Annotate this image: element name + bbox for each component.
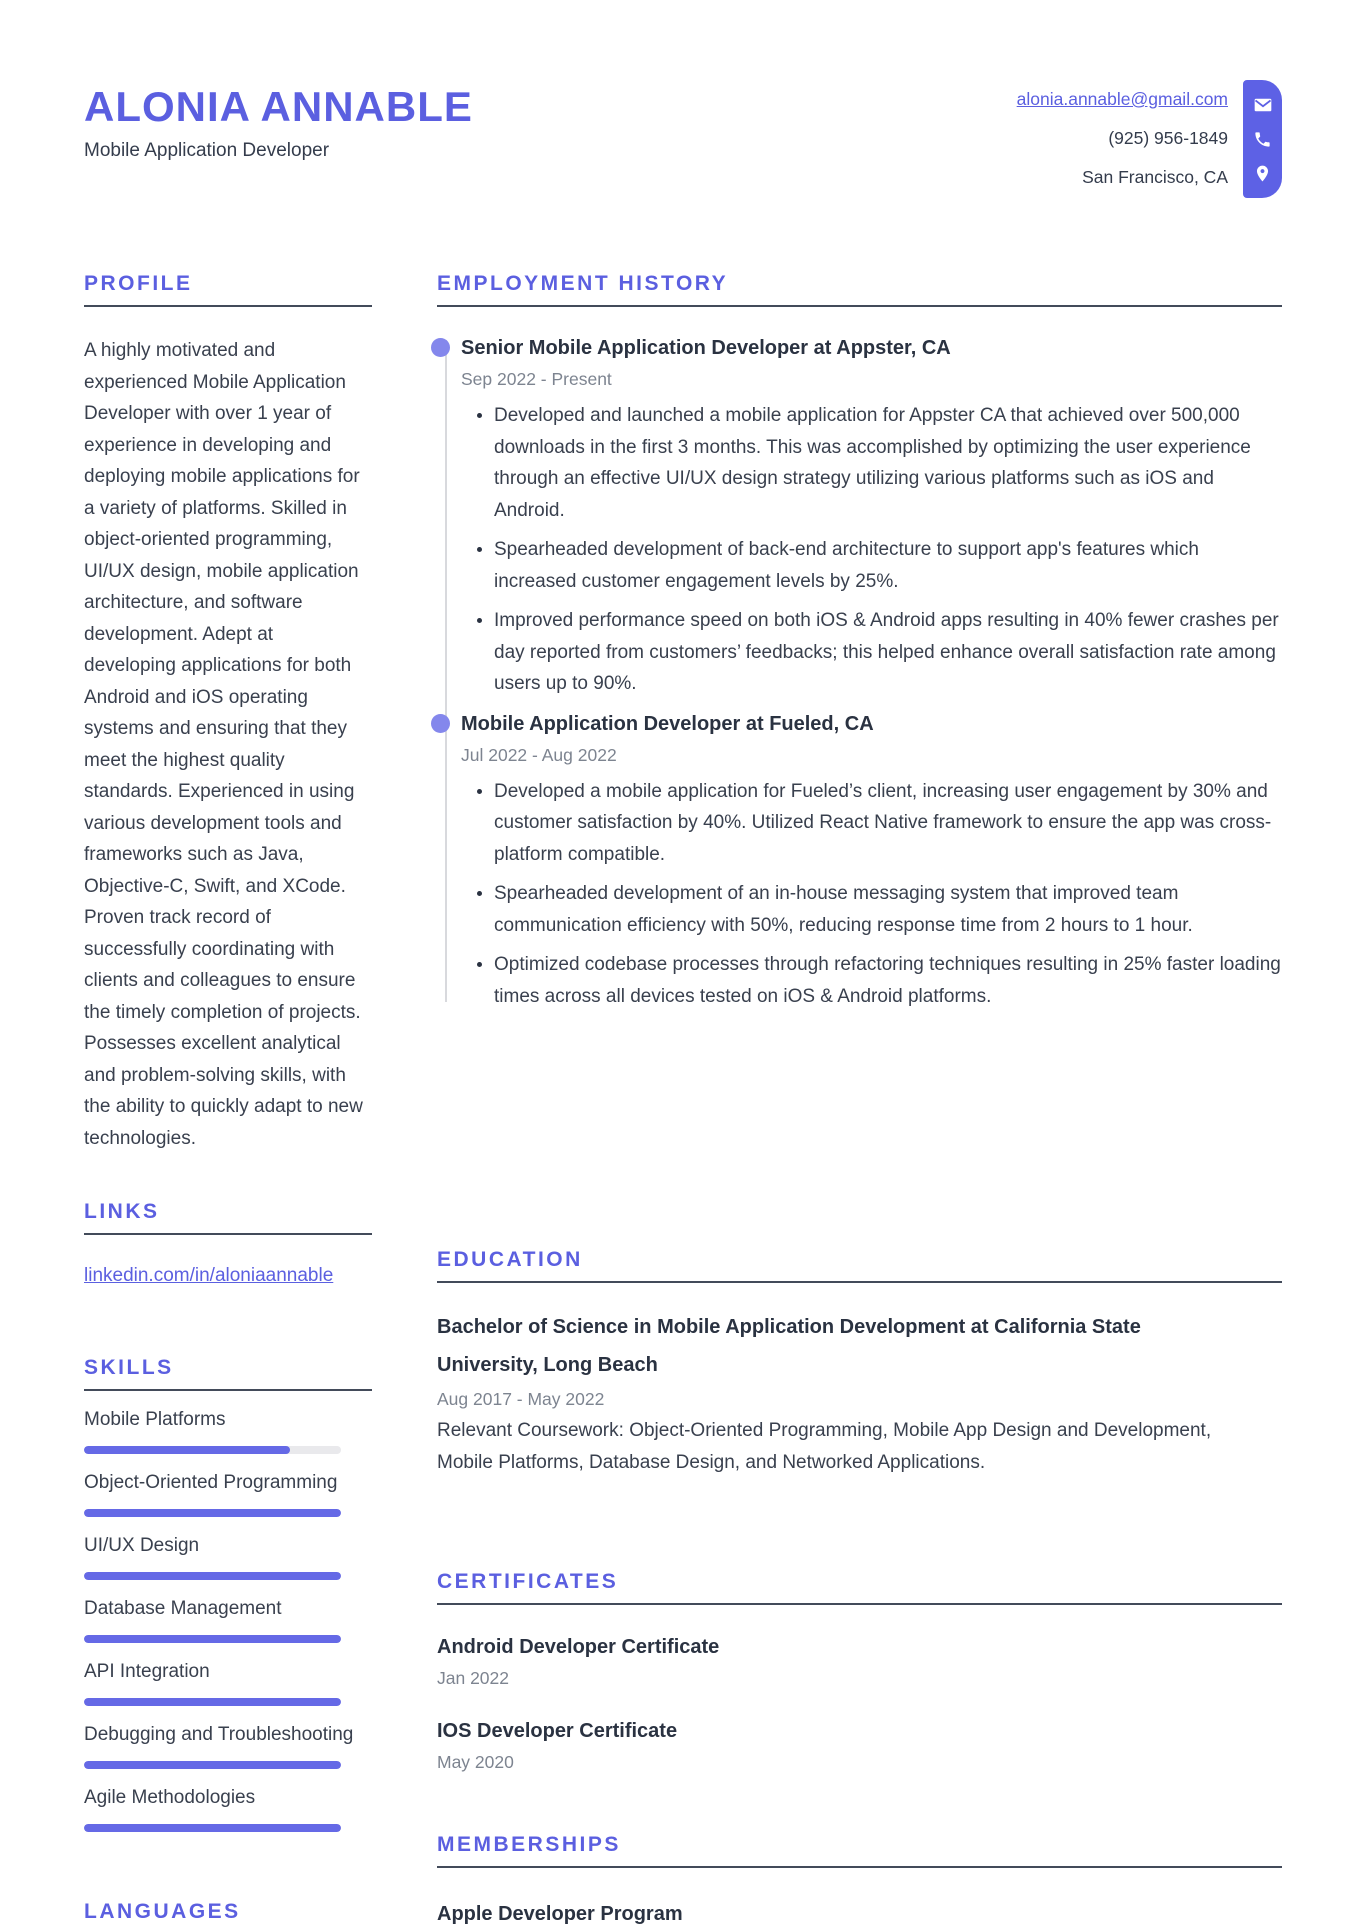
page-title: ALONIA ANNABLE [84, 83, 473, 130]
links-heading: LINKS [84, 1200, 372, 1235]
skill-label: Agile Methodologies [84, 1787, 256, 1808]
certificate-entry [437, 1633, 1282, 1689]
section-employment [437, 272, 1282, 1022]
skill-item [84, 1409, 372, 1454]
section-skills [84, 1356, 372, 1832]
profile-heading: PROFILE [84, 272, 372, 307]
job-title-subtitle: Mobile Application Developer [84, 140, 330, 161]
skill-progress-fill [84, 1572, 341, 1580]
employment-bullet: • Developed a mobile application for Fueled’s client, increasing user engagement by 30% and customer satisfaction by 40%. Utilized React Native framework to ensure the app was cross-platform compatible. [494, 776, 1282, 871]
certificate-title: IOS Developer Certificate [437, 1720, 678, 1742]
contact-location-row: San Francisco, CA [1082, 167, 1228, 187]
skill-progress-track [84, 1572, 341, 1580]
linkedin-link[interactable]: linkedin.com/in/aloniaannable [84, 1265, 334, 1286]
employment-bullet-list [461, 776, 1282, 1013]
employment-entry [461, 334, 1282, 700]
employment-entry-title: Senior Mobile Application Developer at Appster, CA [461, 334, 1282, 362]
employment-entry-dates: Jul 2022 - Aug 2022 [461, 744, 617, 765]
certificates-heading: CERTIFICATES [437, 1570, 1282, 1605]
skill-progress-fill [84, 1635, 341, 1643]
section-languages [84, 1900, 372, 1931]
certificate-entry [437, 1717, 1282, 1773]
skills-heading: SKILLS [84, 1356, 372, 1391]
employment-bullet: • Optimized codebase processes through refactoring techniques resulting in 25% faster loading times across all devices tested on iOS & Android platforms. [494, 949, 1282, 1012]
certificate-title: Android Developer Certificate [437, 1636, 720, 1658]
contact-icon-bar [1243, 80, 1282, 198]
mail-icon [1253, 95, 1273, 115]
employment-bullet: • Spearheaded development of an in-house messaging system that improved team communication efficiency with 50%, reducing response time from 2 hours to 1 hour. [494, 878, 1282, 941]
skill-label: Mobile Platforms [84, 1409, 226, 1430]
skill-progress-fill [84, 1446, 290, 1454]
memberships-list [437, 1900, 1282, 1928]
section-links [84, 1200, 372, 1287]
skill-item [84, 1472, 372, 1517]
section-memberships [437, 1833, 1282, 1928]
employment-bullet: • Developed and launched a mobile application for Appster CA that achieved over 500,000 downloads in the first 3 months. This was accomplished by optimizing the user experience through an effective UI/UX design strategy utilizing various platforms such as iOS and Android. [494, 400, 1282, 526]
employment-entry [461, 710, 1282, 1013]
skill-label: Object-Oriented Programming [84, 1472, 338, 1493]
email-link[interactable]: alonia.annable@gmail.com [1016, 89, 1228, 109]
skill-progress-track [84, 1824, 341, 1832]
section-certificates [437, 1570, 1282, 1773]
skill-progress-fill [84, 1509, 341, 1517]
contact-block [1017, 80, 1228, 197]
employment-entry-dates: Sep 2022 - Present [461, 369, 612, 389]
employment-timeline [437, 334, 1282, 1012]
skill-item [84, 1535, 372, 1580]
education-degree: Bachelor of Science in Mobile Application Development at California State University, Long Beach [437, 1316, 1141, 1376]
skill-progress-fill [84, 1824, 341, 1832]
memberships-heading: MEMBERSHIPS [437, 1833, 1282, 1868]
location-icon [1253, 164, 1272, 183]
skills-list [84, 1409, 372, 1832]
contact-email-row [1017, 80, 1228, 119]
employment-bullet: • Improved performance speed on both iOS & Android apps resulting in 40% fewer crashes per day reported from customers’ feedbacks; this helped enhance overall satisfaction rate among users up to 90%. [494, 605, 1282, 700]
certificates-list [437, 1633, 1282, 1773]
section-education [437, 1248, 1282, 1478]
certificate-date: Jan 2022 [437, 1668, 510, 1688]
membership-title: Apple Developer Program [437, 1903, 683, 1925]
skill-progress-fill [84, 1761, 341, 1769]
skill-label: Database Management [84, 1598, 282, 1619]
employment-bullet: • Spearheaded development of back-end architecture to support app's features which increased customer engagement levels by 25%. [494, 534, 1282, 597]
languages-heading: LANGUAGES [84, 1900, 372, 1931]
employment-entry-title: Mobile Application Developer at Fueled, CA [461, 710, 1282, 738]
links-list [84, 1235, 372, 1287]
contact-phone-row: (925) 956-1849 [1108, 128, 1228, 148]
education-dates: Aug 2017 - May 2022 [437, 1389, 605, 1409]
skill-label: API Integration [84, 1661, 210, 1682]
education-list [437, 1308, 1282, 1478]
skill-progress-track [84, 1698, 341, 1706]
skill-progress-track [84, 1635, 341, 1643]
phone-icon [1253, 130, 1272, 149]
skill-progress-track [84, 1446, 341, 1454]
employment-bullet-list [461, 400, 1282, 700]
skill-label: UI/UX Design [84, 1535, 200, 1556]
education-entry [437, 1308, 1282, 1478]
skill-progress-fill [84, 1698, 341, 1706]
skill-item [84, 1724, 372, 1769]
certificate-date: May 2020 [437, 1752, 514, 1772]
skill-item [84, 1787, 372, 1832]
employment-heading: EMPLOYMENT HISTORY [437, 272, 1282, 307]
skill-item [84, 1598, 372, 1643]
education-heading: EDUCATION [437, 1248, 1282, 1283]
skill-progress-track [84, 1509, 341, 1517]
section-profile [84, 272, 372, 1154]
skill-progress-track [84, 1761, 341, 1769]
education-description: Relevant Coursework: Object-Oriented Programming, Mobile App Design and Development, Mobile Platforms, Database Design, and Networked Applications. [437, 1420, 1212, 1473]
skill-item [84, 1661, 372, 1706]
skill-label: Debugging and Troubleshooting [84, 1724, 354, 1745]
profile-text: A highly motivated and experienced Mobile Application Developer with over 1 year of experience in developing and deploying mobile applications for a variety of platforms. Skilled in object-oriented programming, UI/UX design, mobile application architecture, and software development. Adept at developing applications for both Android and iOS operating systems and ensuring that they meet the highest quality standards. Experienced in using various development tools and frameworks such as Java, Objective-C, Swift, and XCode. Proven track record of successfully coordinating with clients and colleagues to ensure the timely completion of projects. Possesses excellent analytical and problem-solving skills, with the ability to quickly adapt to new technologies. [84, 340, 363, 1149]
